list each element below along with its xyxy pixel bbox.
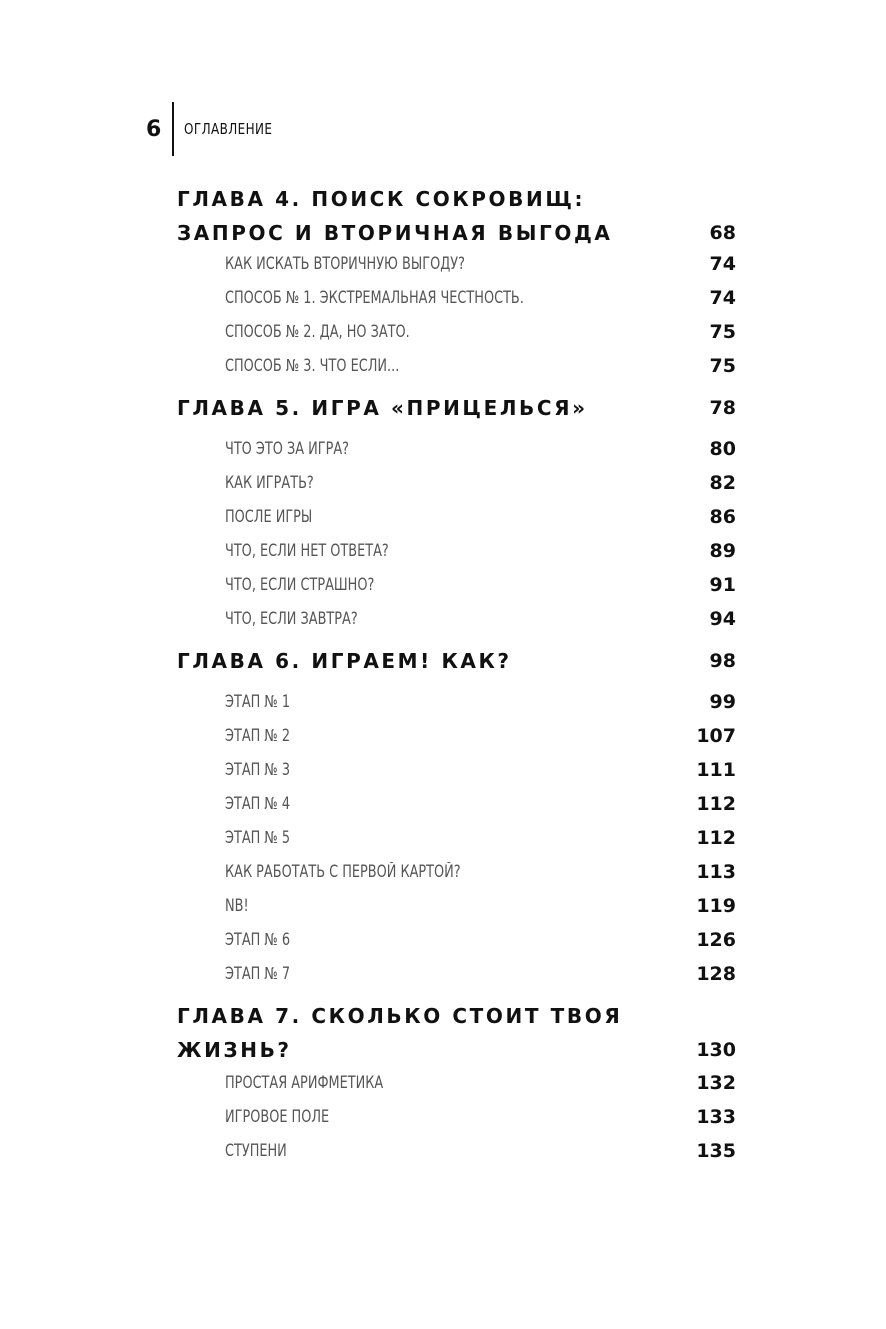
item-label: ЭТАП № 2 (225, 726, 291, 745)
item-page: 132 (696, 1072, 736, 1094)
item-page: 86 (709, 506, 736, 528)
item-label: ЭТАП № 3 (225, 760, 291, 779)
item-label: ЧТО, ЕСЛИ СТРАШНО? (225, 575, 375, 594)
chapter-title: ГЛАВА 4. ПОИСК СОКРОВИЩ: ЗАПРОС И ВТОРИЧНАЯ ВЫГОДА (177, 187, 613, 245)
item-label: ЧТО, ЕСЛИ НЕТ ОТВЕТА? (225, 541, 389, 560)
item-page: 126 (696, 929, 736, 951)
item-label: КАК РАБОТАТЬ С ПЕРВОЙ КАРТОЙ? (225, 862, 461, 881)
toc-item[interactable] (225, 925, 736, 955)
item-label: ЭТАП № 7 (225, 964, 291, 983)
toc-item[interactable] (225, 249, 736, 279)
item-label: ИГРОВОЕ ПОЛЕ (225, 1107, 330, 1126)
item-label: ЧТО ЭТО ЗА ИГРА? (225, 439, 349, 458)
toc-item[interactable] (225, 1102, 736, 1132)
item-page: 75 (709, 321, 736, 343)
toc-item[interactable] (225, 1136, 736, 1166)
chapter-page: 130 (696, 1039, 736, 1061)
item-page: 74 (709, 287, 736, 309)
toc-item[interactable] (225, 721, 736, 751)
item-label: ЭТАП № 1 (225, 692, 291, 711)
chapter-title: ГЛАВА 5. ИГРА «ПРИЦЕЛЬСЯ» (177, 396, 588, 420)
item-page: 135 (696, 1140, 736, 1162)
item-page: 133 (696, 1106, 736, 1128)
item-page: 75 (709, 355, 736, 377)
item-label: СПОСОБ № 3. ЧТО ЕСЛИ... (225, 356, 400, 375)
toc-item[interactable] (225, 891, 736, 921)
toc-item[interactable] (225, 434, 736, 464)
page-number: 6 (146, 116, 162, 142)
item-page: 91 (709, 574, 736, 596)
chapter-page: 98 (709, 650, 736, 672)
chapter-page: 68 (709, 222, 736, 244)
toc-item[interactable] (225, 468, 736, 498)
toc-chapter-4[interactable] (177, 182, 736, 250)
item-label: NB! (225, 896, 249, 915)
toc-item[interactable] (225, 687, 736, 717)
item-page: 111 (696, 759, 736, 781)
item-label: КАК ИСКАТЬ ВТОРИЧНУЮ ВЫГОДУ? (225, 254, 465, 273)
item-page: 74 (709, 253, 736, 275)
toc-chapter-5[interactable] (177, 391, 736, 425)
item-label: СПОСОБ № 1. ЭКСТРЕМАЛЬНАЯ ЧЕСТНОСТЬ. (225, 288, 524, 307)
item-page: 94 (709, 608, 736, 630)
item-label: СТУПЕНИ (225, 1141, 287, 1160)
item-page: 99 (709, 691, 736, 713)
toc-item[interactable] (225, 959, 736, 989)
toc-item[interactable] (225, 351, 736, 381)
item-label: ПРОСТАЯ АРИФМЕТИКА (225, 1073, 384, 1092)
toc-item[interactable] (225, 536, 736, 566)
item-label: ЭТАП № 4 (225, 794, 291, 813)
item-page: 82 (709, 472, 736, 494)
chapter-title: ГЛАВА 6. ИГРАЕМ! КАК? (177, 649, 512, 673)
toc-item[interactable] (225, 789, 736, 819)
toc-item[interactable] (225, 283, 736, 313)
item-page: 112 (696, 827, 736, 849)
item-label: СПОСОБ № 2. ДА, НО ЗАТО. (225, 322, 410, 341)
item-page: 113 (696, 861, 736, 883)
toc-item[interactable] (225, 755, 736, 785)
running-title: ОГЛАВЛЕНИЕ (184, 120, 273, 138)
toc-item[interactable] (225, 604, 736, 634)
toc-item[interactable] (225, 1068, 736, 1098)
item-page: 128 (696, 963, 736, 985)
toc-item[interactable] (225, 317, 736, 347)
item-page: 89 (709, 540, 736, 562)
toc-chapter-7[interactable] (177, 999, 736, 1067)
toc-item[interactable] (225, 502, 736, 532)
item-page: 119 (696, 895, 736, 917)
item-label: ЭТАП № 5 (225, 828, 291, 847)
item-page: 80 (709, 438, 736, 460)
item-label: КАК ИГРАТЬ? (225, 473, 314, 492)
chapter-page: 78 (709, 397, 736, 419)
item-label: ЭТАП № 6 (225, 930, 291, 949)
item-label: ПОСЛЕ ИГРЫ (225, 507, 313, 526)
item-page: 107 (696, 725, 736, 747)
toc-item[interactable] (225, 857, 736, 887)
item-label: ЧТО, ЕСЛИ ЗАВТРА? (225, 609, 358, 628)
toc-item[interactable] (225, 823, 736, 853)
toc-chapter-6[interactable] (177, 644, 736, 678)
toc-item[interactable] (225, 570, 736, 600)
item-page: 112 (696, 793, 736, 815)
chapter-title: ГЛАВА 7. СКОЛЬКО СТОИТ ТВОЯ ЖИЗНЬ? (177, 1004, 623, 1062)
